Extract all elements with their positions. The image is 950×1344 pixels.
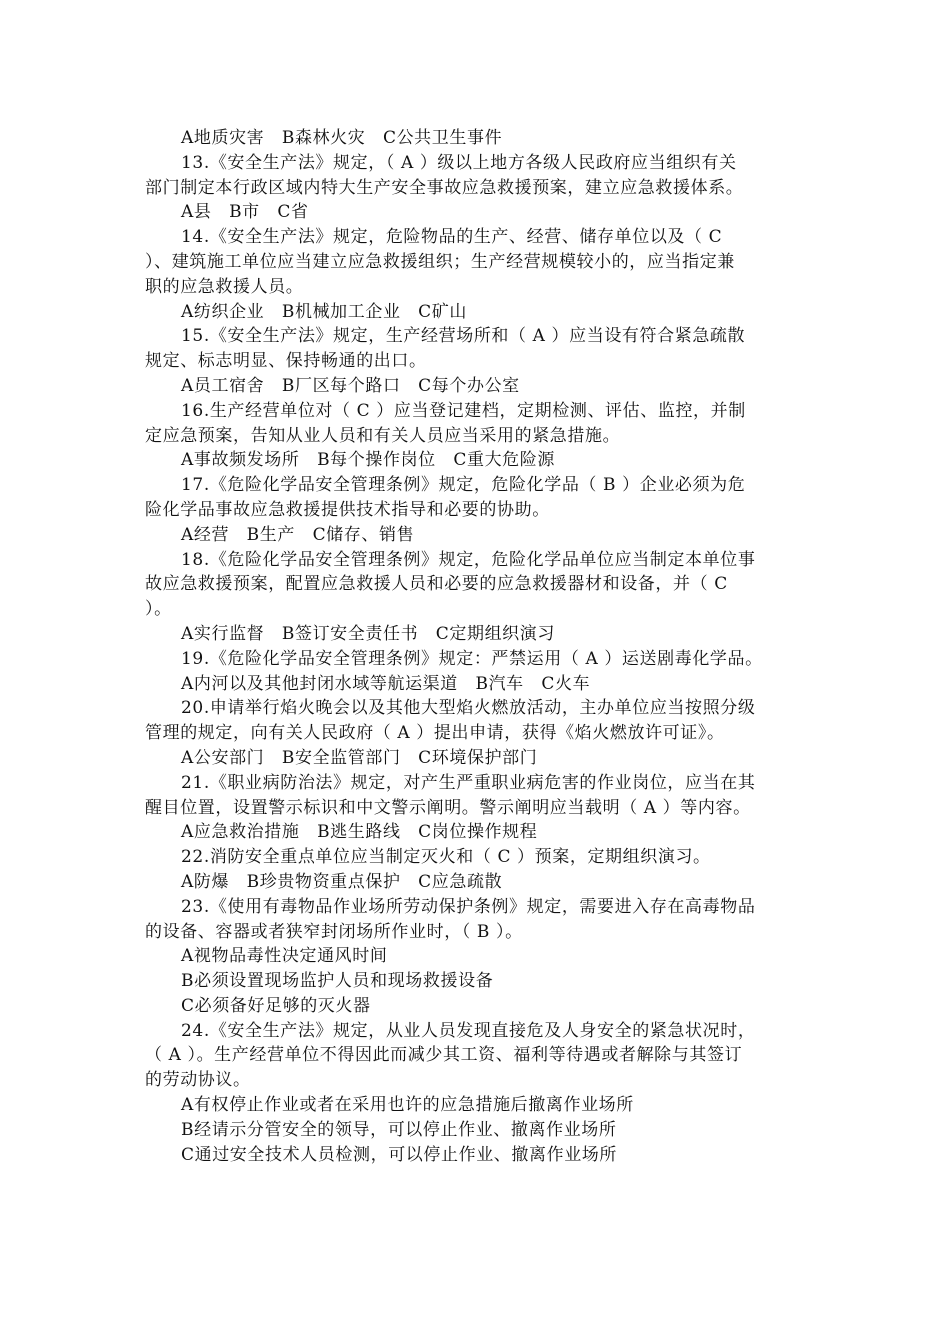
text-line: C必须备好足够的灭火器	[181, 995, 371, 1016]
text-line: 规定、标志明显、保持畅通的出口。	[145, 351, 427, 372]
text-line: A员工宿舍 B厂区每个路口 C每个办公室	[181, 375, 520, 396]
text-line: ）。	[145, 599, 172, 620]
text-line: A实行监督 B签订安全责任书 C定期组织演习	[181, 623, 555, 644]
text-line: 22.消防安全重点单位应当制定灭火和（ C ）预案，定期组织演习。	[181, 847, 711, 868]
text-line: 17.《危险化学品安全管理条例》规定，危险化学品（ B ）企业必须为危	[181, 475, 746, 496]
text-line: 定应急预案，告知从业人员和有关人员应当采用的紧急措施。	[145, 425, 621, 446]
text-line: A有权停止作业或者在采用也许的应急措施后撤离作业场所	[181, 1095, 634, 1116]
text-line: ）、建筑施工单位应当建立应急救援组织；生产经营规模较小的，应当指定兼	[145, 251, 735, 272]
text-line: A纺织企业 B机械加工企业 C矿山	[181, 301, 467, 322]
text-line: A经营 B生产 C储存、销售	[181, 524, 415, 545]
text-line: 14.《安全生产法》规定，危险物品的生产、经营、储存单位以及（ C	[181, 227, 723, 248]
text-line: 23.《使用有毒物品作业场所劳动保护条例》规定，需要进入存在高毒物品	[181, 896, 756, 917]
text-line: B经请示分管安全的领导，可以停止作业、撤离作业场所	[181, 1119, 617, 1140]
text-line: （ A ）。生产经营单位不得因此而减少其工资、福利等待遇或者解除与其签订	[145, 1045, 743, 1066]
text-line: 16.生产经营单位对（ C ）应当登记建档，定期检测、评估、监控，并制	[181, 400, 746, 421]
text-line: A应急救治措施 B逃生路线 C岗位操作规程	[181, 822, 538, 843]
text-line: A公安部门 B安全监管部门 C环境保护部门	[181, 747, 538, 768]
text-line: 19.《危险化学品安全管理条例》规定：严禁运用（ A ）运送剧毒化学品。	[181, 648, 763, 669]
text-line: 职的应急救援人员。	[145, 276, 304, 297]
text-line: 20.申请举行焰火晚会以及其他大型焰火燃放活动，主办单位应当按照分级	[181, 698, 756, 719]
text-line: A视物品毒性决定通风时间	[181, 946, 388, 967]
text-line: 的劳动协议。	[145, 1070, 251, 1091]
text-line: 15.《安全生产法》规定，生产经营场所和（ A ）应当设有符合紧急疏散	[181, 326, 746, 347]
text-line: 醒目位置，设置警示标识和中文警示阐明。警示阐明应当载明（ A ）等内容。	[145, 797, 751, 818]
document-body	[145, 126, 805, 1167]
text-line: A事故频发场所 B每个操作岗位 C重大危险源	[181, 450, 555, 471]
text-line: 险化学品事故应急救援提供技术指导和必要的协助。	[145, 499, 550, 520]
text-line: A县 B市 C省	[181, 202, 309, 223]
text-line: 24.《安全生产法》规定，从业人员发现直接危及人身安全的紧急状况时，	[181, 1020, 756, 1041]
text-line: 部门制定本行政区域内特大生产安全事故应急救援预案，建立应急救援体系。	[145, 177, 744, 198]
text-line: B必须设置现场监护人员和现场救援设备	[181, 971, 494, 992]
text-line: A内河以及其他封闭水域等航运渠道 B汽车 C火车	[181, 673, 591, 694]
text-line: C通过安全技术人员检测，可以停止作业、撤离作业场所	[181, 1144, 618, 1165]
text-line: 管理的规定，向有关人民政府（ A ）提出申请，获得《焰火燃放许可证》。	[145, 723, 725, 744]
text-line: 的设备、容器或者狭窄封闭场所作业时，（ B ）。	[145, 921, 523, 942]
text-line: 故应急救援预案，配置应急救援人员和必要的应急救援器材和设备，并（ C	[145, 574, 728, 595]
text-line: A地质灾害 B森林火灾 C公共卫生事件	[181, 128, 503, 148]
text-line: 13.《安全生产法》规定，（ A ）级以上地方各级人民政府应当组织有关	[181, 152, 737, 173]
text-line: 21.《职业病防治法》规定，对产生严重职业病危害的作业岗位，应当在其	[181, 772, 756, 793]
text-line: 18.《危险化学品安全管理条例》规定，危险化学品单位应当制定本单位事	[181, 549, 756, 570]
text-line: A防爆 B珍贵物资重点保护 C应急疏散	[181, 871, 503, 892]
